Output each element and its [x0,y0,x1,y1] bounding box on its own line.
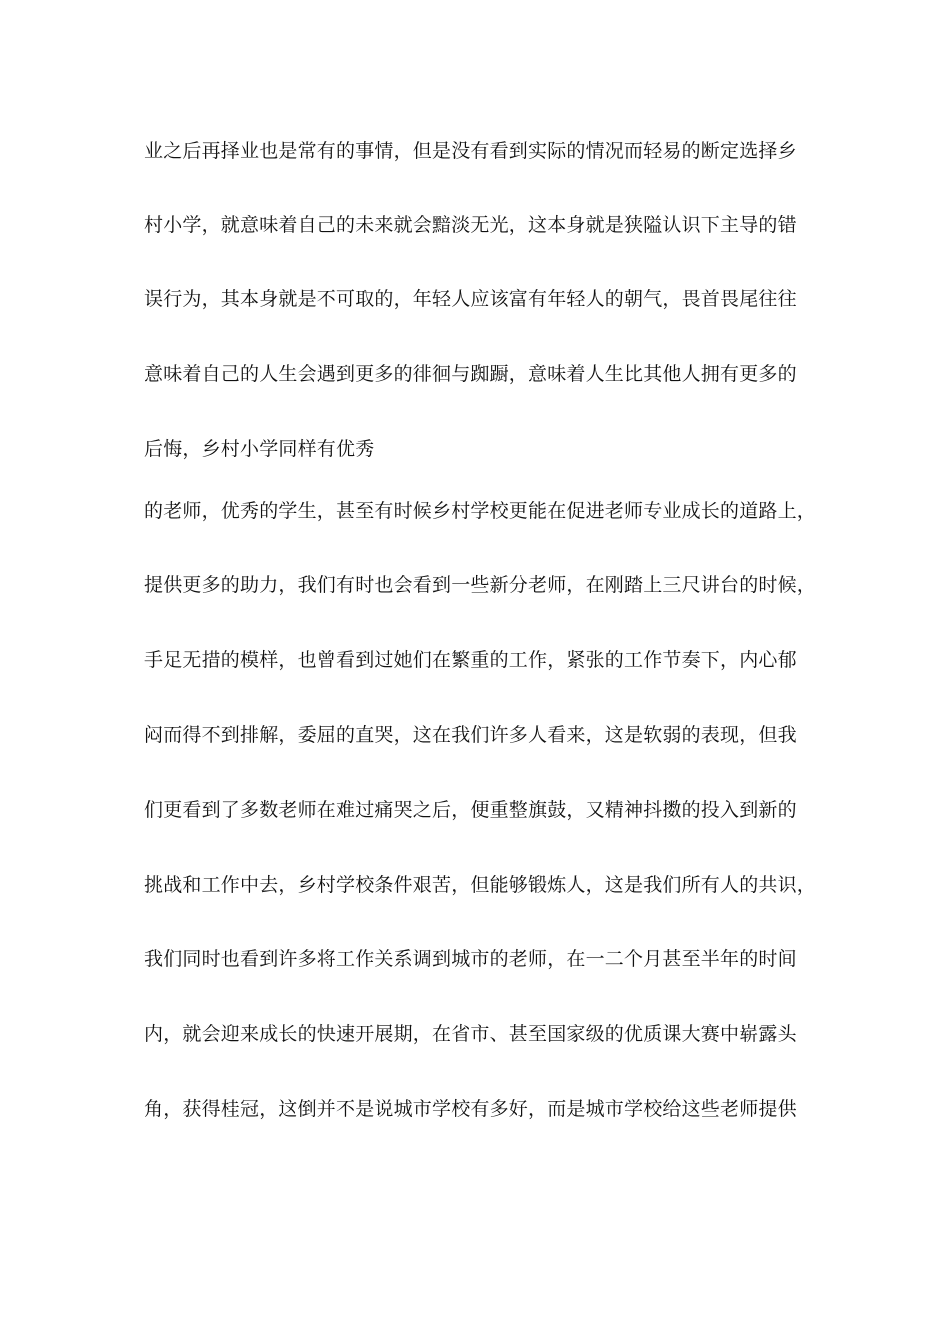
text-line: 后悔，乡村小学同样有优秀 [144,438,375,460]
text-line: 村小学，就意味着自己的未来就会黯淡无光，这本身就是狭隘认识下主导的错 [144,214,797,236]
text-line: 我们同时也看到许多将工作关系调到城市的老师，在一二个月甚至半年的时间 [144,948,797,970]
text-line: 们更看到了多数老师在难过痛哭之后，便重整旗鼓，又精神抖擞的投入到新的 [144,799,797,821]
text-line: 的老师，优秀的学生，甚至有时候乡村学校更能在促进老师专业成长的道路上， [144,500,817,522]
text-line: 内，就会迎来成长的快速开展期，在省市、甚至国家级的优质课大赛中崭露头 [144,1023,797,1045]
text-line: 手足无措的模样，也曾看到过她们在繁重的工作，紧张的工作节奏下，内心郁 [144,649,797,671]
text-line: 提供更多的助力，我们有时也会看到一些新分老师，在刚踏上三尺讲台的时候， [144,574,817,596]
text-line: 业之后再择业也是常有的事情，但是没有看到实际的情况而轻易的断定选择乡 [144,140,797,162]
text-line: 角，获得桂冠，这倒并不是说城市学校有多好，而是城市学校给这些老师提供 [144,1098,797,1120]
text-line: 误行为，其本身就是不可取的，年轻人应该富有年轻人的朝气，畏首畏尾往往 [144,288,797,310]
text-line: 挑战和工作中去，乡村学校条件艰苦，但能够锻炼人，这是我们所有人的共识， [144,874,817,896]
text-line: 闷而得不到排解，委屈的直哭，这在我们许多人看来，这是软弱的表现，但我 [144,724,797,746]
text-line: 意味着自己的人生会遇到更多的徘徊与踟蹰，意味着人生比其他人拥有更多的 [144,363,797,385]
